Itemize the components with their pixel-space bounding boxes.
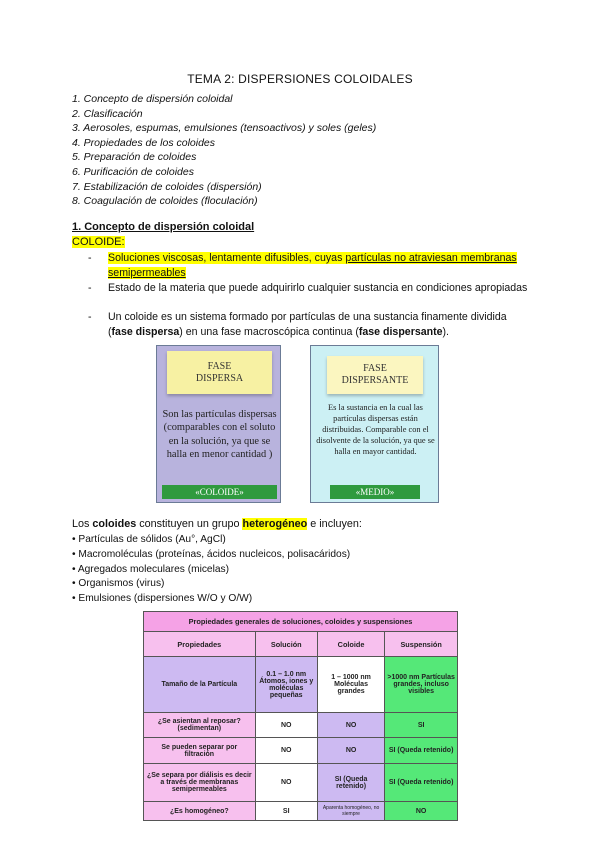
table-cell: SI (Queda retenido): [385, 738, 458, 764]
table-cell: ¿Es homogéneo?: [144, 802, 256, 821]
toc-item: 3. Aerosoles, espumas, emulsiones (tensoactivos) y soles (geles): [72, 122, 377, 135]
fase-dispersa-heading: FASE DISPERSA: [167, 351, 272, 394]
coloides-includes-list: [72, 533, 350, 607]
table-cell: 1 – 1000 nm Moléculas grandes: [317, 657, 384, 713]
table-cell: SI: [385, 713, 458, 738]
coloide-label: COLOIDE:: [72, 236, 125, 248]
list-item: • Emulsiones (dispersiones W/O y O/W): [72, 593, 253, 605]
toc-item: 6. Purificación de coloides: [72, 165, 194, 178]
section-heading: 1. Concepto de dispersión coloidal: [72, 221, 255, 233]
table-row: [144, 738, 458, 764]
table-cell: NO: [255, 764, 317, 802]
table-cell: NO: [317, 738, 384, 764]
list-item: • Partículas de sólidos (Au°, AgCl): [72, 534, 226, 545]
list-item: • Organismos (virus): [72, 578, 165, 590]
table-cell: >1000 nm Partículas grandes, incluso visibles: [385, 657, 458, 713]
table-cell: 0.1 – 1.0 nm Átomos, iones y moléculas pequeñas: [255, 657, 317, 713]
bullet-highlight-underline: partículas no atraviesan membranas semipermeables: [108, 252, 517, 279]
bullet-text: Soluciones viscosas, lentamente difusibles, cuyas: [108, 252, 346, 264]
table-cell: NO: [255, 738, 317, 764]
fase-dispersante-card: [310, 345, 439, 503]
toc-item: 2. Clasificación: [72, 107, 143, 120]
bullet-dash: -: [88, 252, 92, 264]
bold-term: fase dispersante: [358, 326, 443, 338]
bullet-definition-3: [88, 310, 528, 340]
table-header: Propiedades: [144, 632, 256, 657]
fase-dispersante-heading: FASE DISPERSANTE: [327, 356, 423, 394]
highlight-term: heterogéneo: [242, 518, 308, 530]
bullet-definition-1: [88, 251, 528, 281]
bullet-dash: -: [88, 282, 92, 294]
table-cell: SI (Queda retenido): [385, 764, 458, 802]
toc-item: 5. Preparación de coloides: [72, 151, 197, 164]
toc-item: 4. Propiedades de los coloides: [72, 136, 216, 149]
bold-term: fase dispersa: [111, 326, 180, 338]
list-item: • Agregados moleculares (micelas): [72, 563, 230, 575]
bullet-dash: -: [88, 311, 92, 323]
table-cell: Tamaño de la Partícula: [144, 657, 256, 713]
table-header: Suspensión: [385, 632, 458, 657]
table-cell: SI (Queda retenido): [317, 764, 384, 802]
table-title: Propiedades generales de soluciones, coloides y suspensiones: [144, 612, 458, 632]
table-row: [144, 764, 458, 802]
toc-item: 8. Coagulación de coloides (floculación): [72, 195, 258, 208]
table-row: [144, 713, 458, 738]
fase-dispersa-text: Son las partículas dispersas (comparables con el soluto en la solución, ya que se halla en menor cantidad ): [162, 409, 277, 460]
bold-term: coloides: [92, 518, 137, 530]
table-cell: NO: [255, 713, 317, 738]
table-cell: NO: [385, 802, 458, 821]
table-row: [144, 657, 458, 713]
table-cell: ¿Se separa por diálisis es decir a través de membranas semipermeables: [144, 764, 256, 802]
table-cell: Se pueden separar por filtración: [144, 738, 256, 764]
bullet-text: ) en una fase macroscópica continua (: [179, 326, 359, 338]
document-title: TEMA 2: DISPERSIONES COLOIDALES: [187, 72, 413, 86]
toc-item: 7. Estabilización de coloides (dispersión): [72, 180, 262, 193]
coloides-paragraph: Los coloides constituyen un grupo heterogéneo e incluyen:: [72, 518, 362, 530]
table-row: [144, 802, 458, 821]
fase-dispersa-card: [156, 345, 281, 503]
toc-item: 1. Concepto de dispersión coloidal: [72, 93, 233, 105]
bullet-definition-2: [88, 281, 528, 311]
bullet-text: Un coloide es un sistema formado por partículas de una sustancia finamente dividida (: [108, 311, 507, 338]
list-item: • Macromoléculas (proteínas, ácidos nucleicos, polisacáridos): [72, 548, 351, 560]
medio-label-badge: «MEDIO»: [330, 485, 420, 499]
fase-dispersante-text: Es la sustancia en la cual las partículas dispersas están distribuidas. Comparable con el disolvente de la solución, ya que se halla en mayor cantidad.: [316, 403, 435, 456]
bullet-text: Estado de la materia que puede adquirirlo cualquier sustancia en condiciones apropiadas: [108, 282, 528, 294]
table-cell: Aparenta homogéneo, no siempre: [317, 802, 384, 821]
table-of-contents: [72, 92, 376, 209]
table-cell: NO: [317, 713, 384, 738]
table-header: Solución: [255, 632, 317, 657]
table-header: Coloide: [317, 632, 384, 657]
properties-table: [143, 611, 458, 821]
coloide-label-badge: «COLOIDE»: [162, 485, 277, 499]
table-cell: ¿Se asientan al reposar? (sedimentan): [144, 713, 256, 738]
bullet-text: ).: [442, 326, 449, 338]
table-cell: SI: [255, 802, 317, 821]
